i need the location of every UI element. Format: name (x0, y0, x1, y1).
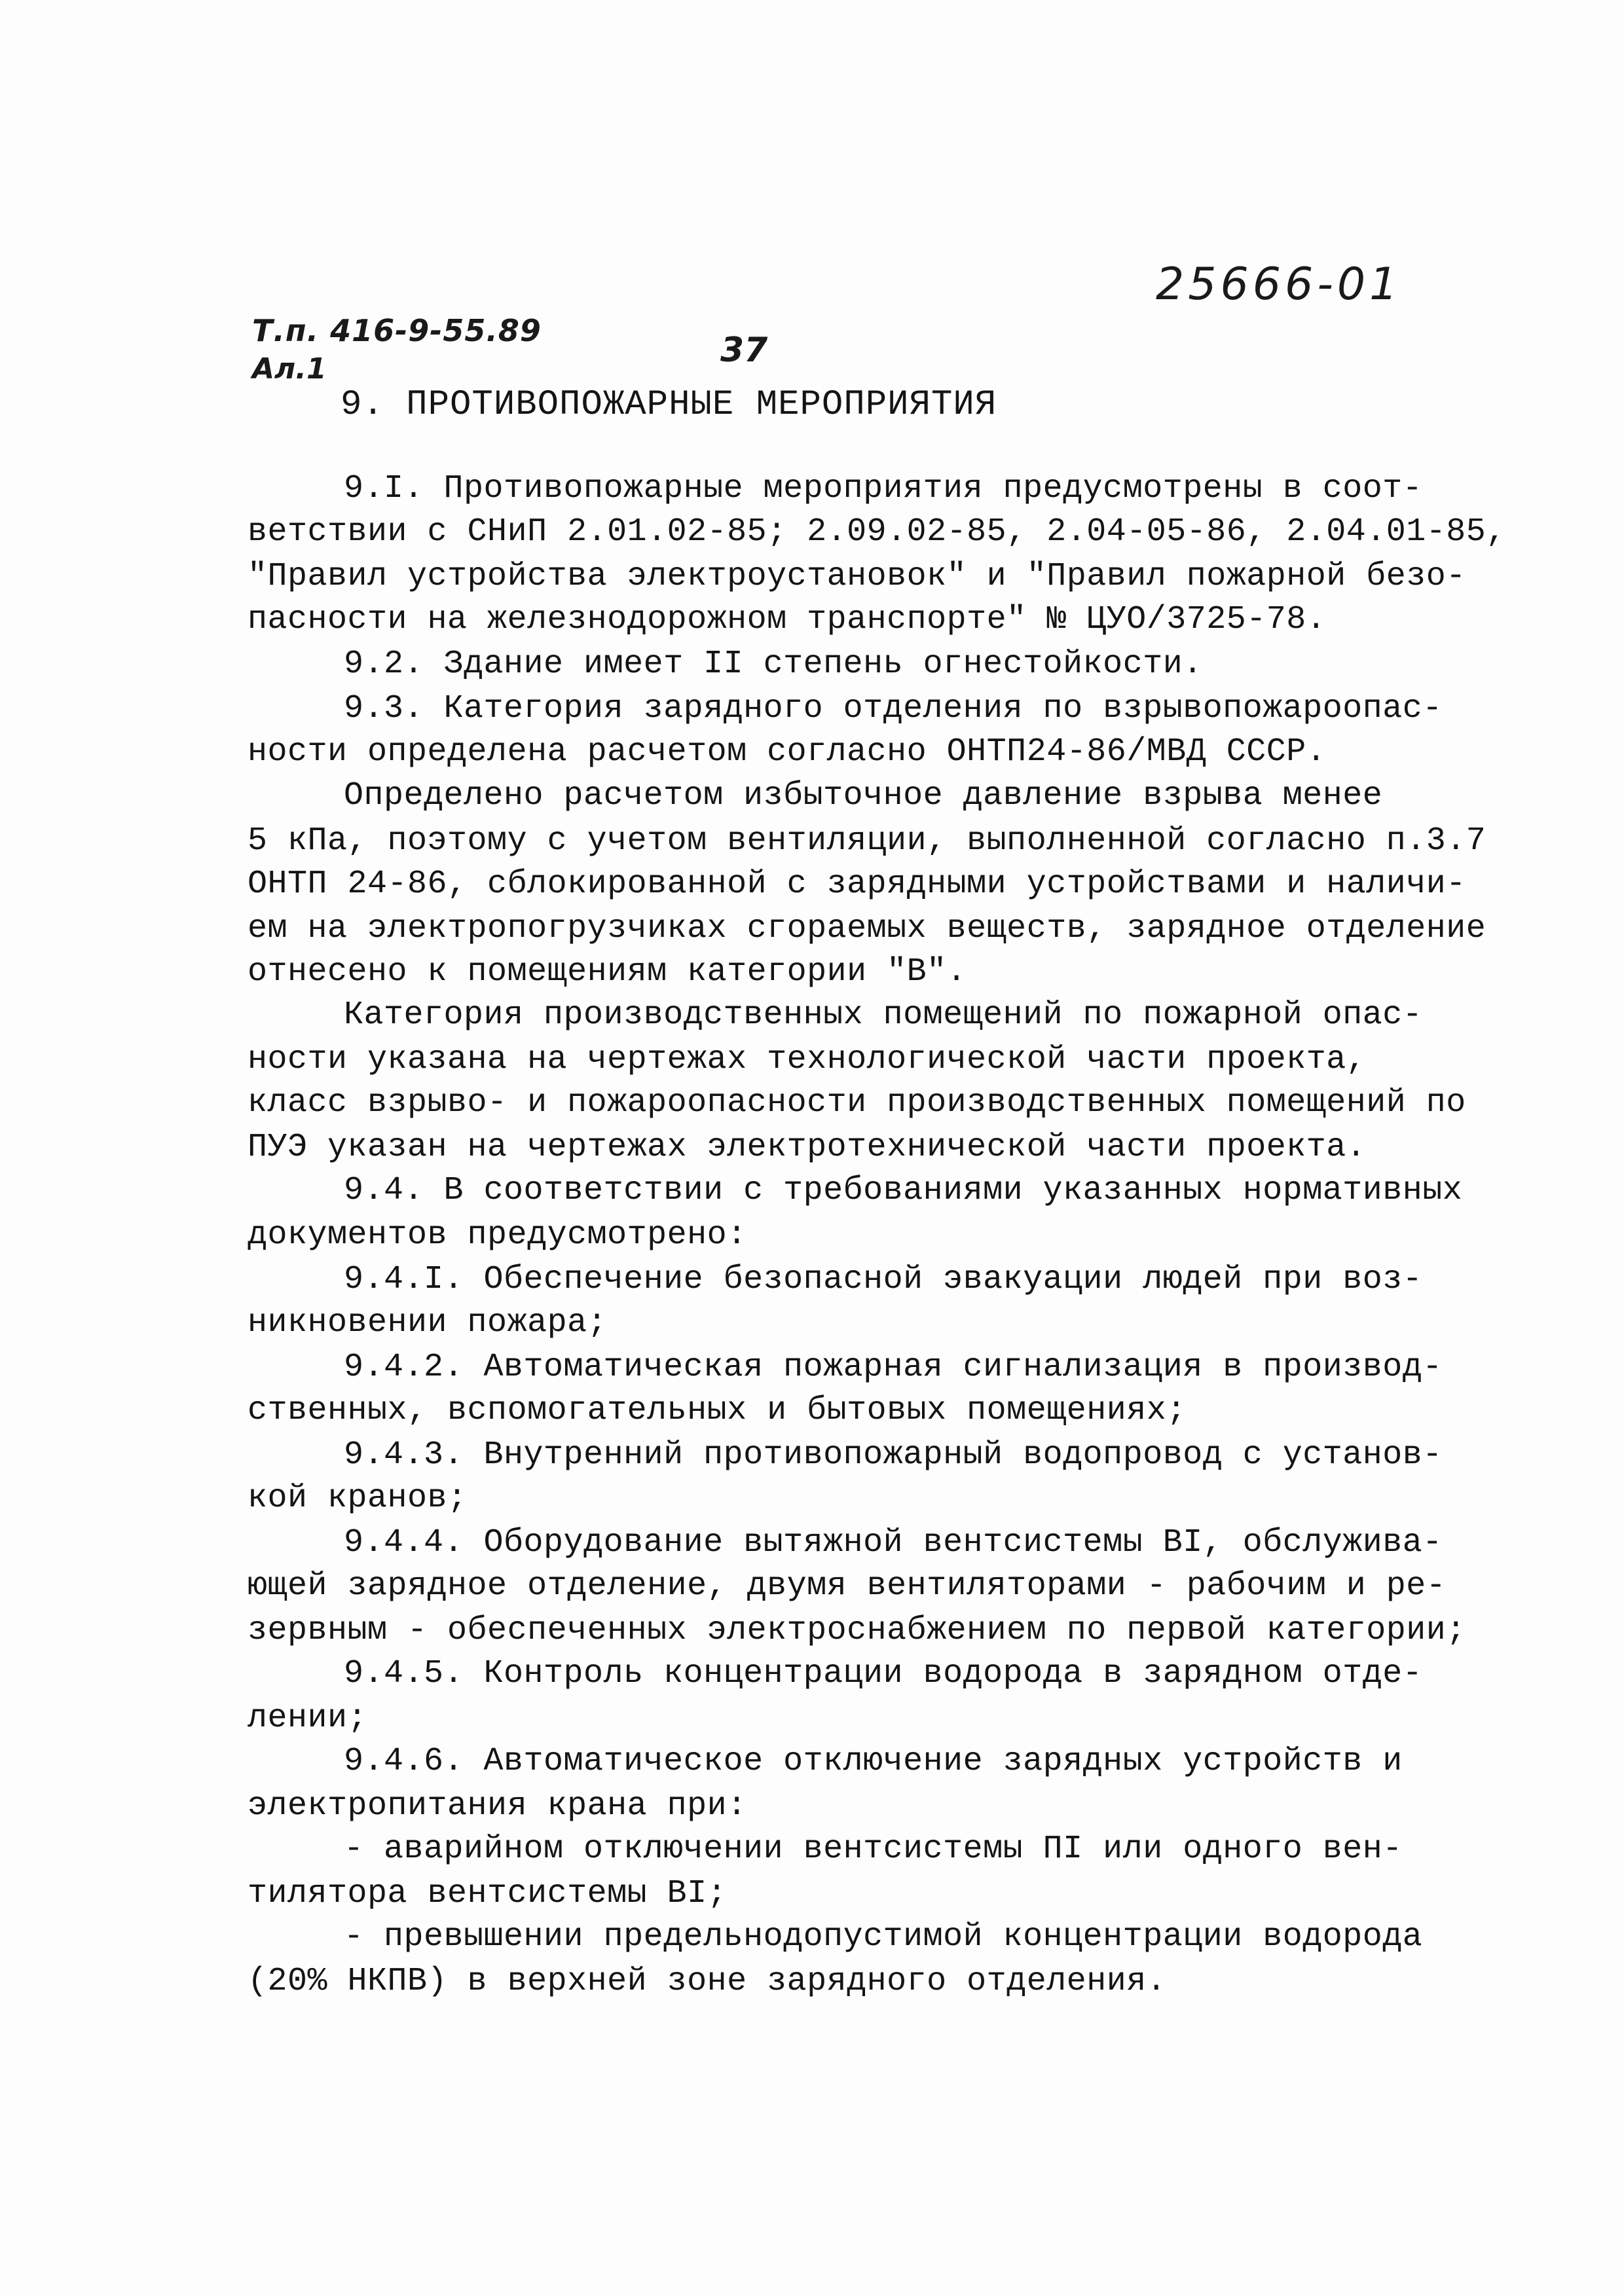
text-line: 9.4.6. Автоматическое отключение зарядных устройств и (344, 1743, 1403, 1780)
text-line: документов предусмотрено: (248, 1216, 747, 1254)
text-line: ПУЭ указан на чертежах электротехнической части проекта. (248, 1129, 1367, 1166)
text-line: отнесено к помещениям категории "В". (248, 953, 967, 991)
text-line: электропитания крана при: (248, 1787, 747, 1825)
text-line: 9.4.I. Обеспечение безопасной эвакуации людей при воз- (344, 1261, 1423, 1298)
text-line: 9.2. Здание имеет II степень огнестойкости. (344, 646, 1203, 683)
text-line: тилятора вентсистемы ВI; (248, 1875, 728, 1912)
text-line: ОНТП 24-86, сблокированной с зарядными устройствами и наличи- (248, 866, 1466, 903)
text-line: ности указана на чертежах технологической части проекта, (248, 1041, 1367, 1078)
text-line: 9.3. Категория зарядного отделения по взрывопожароопас- (344, 690, 1443, 727)
section-title: 9. ПРОТИВОПОЖАРНЫЕ МЕРОПРИЯТИЯ (341, 385, 997, 425)
text-line: ющей зарядное отделение, двумя вентиляторами - рабочим и ре- (248, 1567, 1447, 1605)
text-line: Определено расчетом избыточное давление взрыва менее (344, 777, 1383, 814)
text-line: Категория производственных помещений по пожарной опас- (344, 996, 1423, 1034)
text-line: ственных, вспомогательных и бытовых помещениях; (248, 1392, 1187, 1429)
text-line: класс взрыво- и пожароопасности производственных помещений по (248, 1084, 1466, 1121)
text-line: "Правил устройства электроустановок" и "Правил пожарной безо- (248, 558, 1466, 595)
text-line: (20% НКПВ) в верхней зоне зарядного отделения. (248, 1963, 1167, 2000)
text-line: лении; (248, 1700, 368, 1737)
text-line: 9.4.4. Оборудование вытяжной вентсистемы ВI, обслужива- (344, 1524, 1443, 1561)
text-line: 5 кПа, поэтому с учетом вентиляции, выполненной согласно п.3.7 (248, 822, 1486, 860)
text-line: ем на электропогрузчиках сгораемых веществ, зарядное отделение (248, 910, 1486, 947)
text-line: 9.4.5. Контроль концентрации водорода в зарядном отде- (344, 1655, 1423, 1692)
album-code: Т.п. 416-9-55.89 (252, 313, 542, 348)
text-line: 9.4.3. Внутренний противопожарный водопровод с установ- (344, 1436, 1443, 1474)
text-line: зервным - обеспеченных электроснабжением по первой категории; (248, 1612, 1466, 1649)
text-line: никновении пожара; (248, 1304, 608, 1341)
text-line: ности определена расчетом согласно ОНТП24-86/МВД СССР. (248, 733, 1327, 771)
text-line: - превышении предельнодопустимой концентрации водорода (344, 1918, 1423, 1956)
text-line: - аварийном отключении вентсистемы ПI или одного вен- (344, 1831, 1403, 1868)
text-line: кой кранов; (248, 1480, 468, 1517)
document-number: 25666-01 (1156, 259, 1402, 310)
page-number: 37 (720, 331, 768, 370)
album-sub: Ал.1 (252, 352, 327, 386)
text-line: 9.4. В соответствии с требованиями указанных нормативных (344, 1172, 1463, 1209)
text-line: 9.I. Противопожарные мероприятия предусмотрены в соот- (344, 470, 1423, 507)
text-line: ветствии с СНиП 2.01.02-85; 2.09.02-85, 2.04-05-86, 2.04.01-85, (248, 513, 1506, 551)
text-line: 9.4.2. Автоматическая пожарная сигнализация в производ- (344, 1349, 1443, 1386)
text-line: пасности на железнодорожном транспорте" № ЦУО/3725-78. (248, 601, 1327, 638)
